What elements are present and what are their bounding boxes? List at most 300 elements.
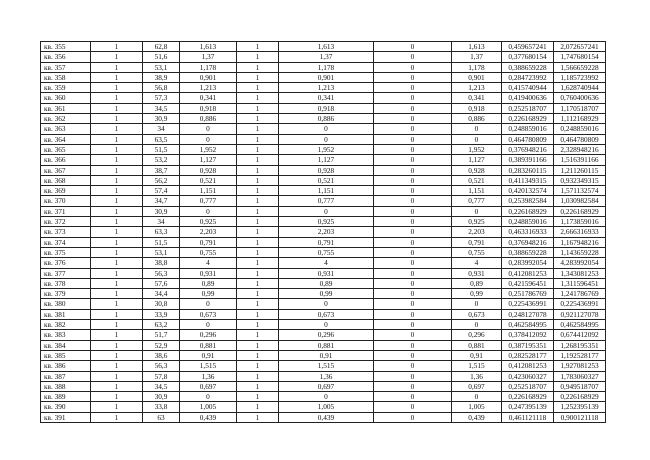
- cell-count: 1: [91, 392, 143, 402]
- table-row: [41, 175, 606, 185]
- cell-value-b: 1,178: [279, 62, 374, 72]
- cell-share: 0,378412092: [502, 330, 554, 340]
- cell-value-a: 0,697: [180, 381, 237, 391]
- table-row: [41, 124, 606, 134]
- cell-value-a: 1,005: [180, 402, 237, 412]
- table-row: [41, 299, 606, 309]
- cell-value-b: 0,928: [279, 165, 374, 175]
- cell-value-b: 0: [279, 124, 374, 134]
- cell-value-a: 0: [180, 392, 237, 402]
- cell-value-a: 0,439: [180, 412, 237, 422]
- cell-share: 0,376948216: [502, 144, 554, 154]
- cell-factor: 1: [237, 289, 279, 299]
- table-row: [41, 155, 606, 165]
- cell-value-c: 0,439: [452, 412, 502, 422]
- table-row: [41, 381, 606, 391]
- cell-value-c: 0,697: [452, 381, 502, 391]
- cell-value-a: 1,127: [180, 155, 237, 165]
- cell-value-a: 1,37: [180, 52, 237, 62]
- cell-zero-col: 0: [374, 392, 452, 402]
- cell-total: 1,143659228: [554, 247, 606, 257]
- cell-zero-col: 0: [374, 309, 452, 319]
- cell-value-b: 1,151: [279, 186, 374, 196]
- table-row: [41, 62, 606, 72]
- cell-area: 38,8: [143, 258, 180, 268]
- cell-value-c: 0,521: [452, 175, 502, 185]
- cell-share: 0,412081253: [502, 361, 554, 371]
- cell-count: 1: [91, 206, 143, 216]
- cell-area: 38,7: [143, 165, 180, 175]
- cell-share: 0,388659228: [502, 62, 554, 72]
- cell-value-c: 1,005: [452, 402, 502, 412]
- cell-value-b: 0: [279, 320, 374, 330]
- cell-apartment: кв. 387: [41, 371, 91, 381]
- cell-zero-col: 0: [374, 340, 452, 350]
- table-row: [41, 258, 606, 268]
- cell-value-b: 0,901: [279, 72, 374, 82]
- cell-count: 1: [91, 93, 143, 103]
- cell-value-a: 0: [180, 320, 237, 330]
- cell-value-b: 0,341: [279, 93, 374, 103]
- cell-zero-col: 0: [374, 361, 452, 371]
- cell-count: 1: [91, 268, 143, 278]
- cell-value-c: 0,901: [452, 72, 502, 82]
- cell-factor: 1: [237, 175, 279, 185]
- cell-count: 1: [91, 258, 143, 268]
- cell-total: 1,628740944: [554, 83, 606, 93]
- cell-total: 2,072657241: [554, 42, 606, 52]
- table-row: [41, 278, 606, 288]
- cell-share: 0,423060327: [502, 371, 554, 381]
- cell-total: 1,516391166: [554, 155, 606, 165]
- cell-apartment: кв. 381: [41, 309, 91, 319]
- cell-zero-col: 0: [374, 381, 452, 391]
- cell-factor: 1: [237, 62, 279, 72]
- cell-value-b: 0,673: [279, 309, 374, 319]
- cell-count: 1: [91, 320, 143, 330]
- cell-value-c: 0: [452, 392, 502, 402]
- cell-factor: 1: [237, 371, 279, 381]
- cell-share: 0,282528177: [502, 350, 554, 360]
- table-row: [41, 361, 606, 371]
- cell-value-c: 0,886: [452, 114, 502, 124]
- cell-count: 1: [91, 114, 143, 124]
- cell-zero-col: 0: [374, 165, 452, 175]
- cell-value-c: 0,91: [452, 350, 502, 360]
- cell-value-a: 0,918: [180, 103, 237, 113]
- cell-value-a: 1,178: [180, 62, 237, 72]
- cell-total: 0,226168929: [554, 392, 606, 402]
- cell-factor: 1: [237, 217, 279, 227]
- cell-zero-col: 0: [374, 186, 452, 196]
- cell-factor: 1: [237, 402, 279, 412]
- cell-zero-col: 0: [374, 330, 452, 340]
- cell-factor: 1: [237, 52, 279, 62]
- cell-apartment: кв. 365: [41, 144, 91, 154]
- cell-area: 51,5: [143, 237, 180, 247]
- cell-share: 0,226168929: [502, 114, 554, 124]
- cell-zero-col: 0: [374, 83, 452, 93]
- cell-total: 0,949518707: [554, 381, 606, 391]
- table-row: [41, 402, 606, 412]
- cell-share: 0,415740944: [502, 83, 554, 93]
- cell-zero-col: 0: [374, 124, 452, 134]
- cell-count: 1: [91, 371, 143, 381]
- cell-zero-col: 0: [374, 350, 452, 360]
- cell-count: 1: [91, 340, 143, 350]
- cell-zero-col: 0: [374, 62, 452, 72]
- cell-count: 1: [91, 83, 143, 93]
- table-row: [41, 330, 606, 340]
- cell-total: 0,225436991: [554, 299, 606, 309]
- cell-total: 1,252395139: [554, 402, 606, 412]
- cell-zero-col: 0: [374, 258, 452, 268]
- cell-factor: 1: [237, 392, 279, 402]
- cell-zero-col: 0: [374, 237, 452, 247]
- cell-apartment: кв. 391: [41, 412, 91, 422]
- cell-total: 1,566659228: [554, 62, 606, 72]
- cell-value-c: 0: [452, 124, 502, 134]
- cell-value-a: 1,36: [180, 371, 237, 381]
- cell-factor: 1: [237, 186, 279, 196]
- cell-value-a: 2,203: [180, 227, 237, 237]
- cell-area: 57,8: [143, 371, 180, 381]
- cell-value-a: 1,213: [180, 83, 237, 93]
- cell-share: 0,420132574: [502, 186, 554, 196]
- cell-total: 0,932349315: [554, 175, 606, 185]
- cell-count: 1: [91, 247, 143, 257]
- cell-total: 1,185723992: [554, 72, 606, 82]
- cell-value-c: 0,791: [452, 237, 502, 247]
- cell-zero-col: 0: [374, 175, 452, 185]
- cell-total: 1,241786769: [554, 289, 606, 299]
- cell-value-b: 0,925: [279, 217, 374, 227]
- cell-value-a: 0,341: [180, 93, 237, 103]
- cell-apartment: кв. 359: [41, 83, 91, 93]
- cell-factor: 1: [237, 114, 279, 124]
- cell-share: 0,388659228: [502, 247, 554, 257]
- cell-value-c: 0,881: [452, 340, 502, 350]
- cell-total: 0,464780809: [554, 134, 606, 144]
- cell-value-a: 0,777: [180, 196, 237, 206]
- cell-factor: 1: [237, 350, 279, 360]
- table-row: [41, 412, 606, 422]
- cell-total: 0,248859016: [554, 124, 606, 134]
- cell-area: 34,7: [143, 196, 180, 206]
- cell-apartment: кв. 363: [41, 124, 91, 134]
- cell-total: 0,674412092: [554, 330, 606, 340]
- cell-value-c: 1,36: [452, 371, 502, 381]
- cell-value-b: 0: [279, 392, 374, 402]
- cell-area: 62,8: [143, 42, 180, 52]
- table-row: [41, 320, 606, 330]
- cell-zero-col: 0: [374, 289, 452, 299]
- table-row: [41, 103, 606, 113]
- cell-factor: 1: [237, 83, 279, 93]
- cell-total: 1,211260115: [554, 165, 606, 175]
- cell-total: 0,226168929: [554, 206, 606, 216]
- cell-area: 52,9: [143, 340, 180, 350]
- cell-total: 1,170518707: [554, 103, 606, 113]
- cell-apartment: кв. 386: [41, 361, 91, 371]
- table-row: [41, 206, 606, 216]
- cell-value-c: 0,755: [452, 247, 502, 257]
- cell-value-b: 0: [279, 134, 374, 144]
- cell-count: 1: [91, 412, 143, 422]
- cell-value-c: 0,341: [452, 93, 502, 103]
- cell-zero-col: 0: [374, 402, 452, 412]
- cell-share: 0,464780809: [502, 134, 554, 144]
- cell-value-c: 0,673: [452, 309, 502, 319]
- cell-zero-col: 0: [374, 320, 452, 330]
- cell-share: 0,411349315: [502, 175, 554, 185]
- cell-count: 1: [91, 402, 143, 412]
- cell-value-b: 1,515: [279, 361, 374, 371]
- cell-value-b: 1,213: [279, 83, 374, 93]
- cell-apartment: кв. 362: [41, 114, 91, 124]
- table-row: [41, 340, 606, 350]
- cell-apartment: кв. 367: [41, 165, 91, 175]
- cell-value-b: 1,952: [279, 144, 374, 154]
- cell-zero-col: 0: [374, 412, 452, 422]
- cell-value-a: 0: [180, 299, 237, 309]
- table-row: [41, 186, 606, 196]
- table-row: [41, 72, 606, 82]
- cell-value-b: 0,521: [279, 175, 374, 185]
- cell-value-b: 1,005: [279, 402, 374, 412]
- cell-factor: 1: [237, 134, 279, 144]
- cell-apartment: кв. 366: [41, 155, 91, 165]
- cell-share: 0,247395139: [502, 402, 554, 412]
- cell-share: 0,251786769: [502, 289, 554, 299]
- cell-total: 1,343081253: [554, 268, 606, 278]
- cell-count: 1: [91, 227, 143, 237]
- table-row: [41, 309, 606, 319]
- table-row: [41, 227, 606, 237]
- cell-value-c: 0: [452, 320, 502, 330]
- cell-value-c: 4: [452, 258, 502, 268]
- cell-total: 1,030982584: [554, 196, 606, 206]
- cell-total: 0,900121118: [554, 412, 606, 422]
- cell-apartment: кв. 358: [41, 72, 91, 82]
- cell-total: 1,112168929: [554, 114, 606, 124]
- cell-apartment: кв. 368: [41, 175, 91, 185]
- cell-area: 63,2: [143, 320, 180, 330]
- cell-share: 0,376948216: [502, 237, 554, 247]
- cell-share: 0,463316933: [502, 227, 554, 237]
- cell-value-c: 0: [452, 299, 502, 309]
- cell-share: 0,377680154: [502, 52, 554, 62]
- cell-area: 57,6: [143, 278, 180, 288]
- cell-count: 1: [91, 299, 143, 309]
- cell-count: 1: [91, 155, 143, 165]
- cell-area: 38,9: [143, 72, 180, 82]
- cell-apartment: кв. 374: [41, 237, 91, 247]
- cell-apartment: кв. 384: [41, 340, 91, 350]
- cell-factor: 1: [237, 196, 279, 206]
- cell-count: 1: [91, 175, 143, 185]
- cell-count: 1: [91, 144, 143, 154]
- cell-factor: 1: [237, 340, 279, 350]
- table-row: [41, 144, 606, 154]
- table-row: [41, 196, 606, 206]
- cell-area: 63,5: [143, 134, 180, 144]
- cell-count: 1: [91, 124, 143, 134]
- cell-share: 0,284723992: [502, 72, 554, 82]
- cell-share: 0,225436991: [502, 299, 554, 309]
- cell-value-b: 0: [279, 206, 374, 216]
- cell-share: 0,283260115: [502, 165, 554, 175]
- cell-apartment: кв. 357: [41, 62, 91, 72]
- cell-count: 1: [91, 381, 143, 391]
- cell-factor: 1: [237, 361, 279, 371]
- cell-value-a: 0,755: [180, 247, 237, 257]
- cell-share: 0,283992054: [502, 258, 554, 268]
- cell-total: 4,283992054: [554, 258, 606, 268]
- cell-value-b: 0,755: [279, 247, 374, 257]
- cell-apartment: кв. 360: [41, 93, 91, 103]
- cell-apartment: кв. 377: [41, 268, 91, 278]
- cell-area: 63: [143, 412, 180, 422]
- cell-value-c: 1,213: [452, 83, 502, 93]
- cell-area: 56,3: [143, 268, 180, 278]
- cell-value-b: 1,37: [279, 52, 374, 62]
- cell-apartment: кв. 364: [41, 134, 91, 144]
- table-body: [41, 42, 606, 423]
- cell-value-c: 0,777: [452, 196, 502, 206]
- cell-count: 1: [91, 350, 143, 360]
- cell-value-a: 4: [180, 258, 237, 268]
- cell-apartment: кв. 382: [41, 320, 91, 330]
- cell-apartment: кв. 385: [41, 350, 91, 360]
- cell-value-c: 0,928: [452, 165, 502, 175]
- cell-total: 1,192528177: [554, 350, 606, 360]
- cell-area: 51,6: [143, 52, 180, 62]
- cell-value-b: 0,296: [279, 330, 374, 340]
- cell-area: 30,9: [143, 392, 180, 402]
- cell-zero-col: 0: [374, 196, 452, 206]
- cell-value-b: 2,203: [279, 227, 374, 237]
- cell-value-c: 1,37: [452, 52, 502, 62]
- cell-factor: 1: [237, 330, 279, 340]
- cell-apartment: кв. 373: [41, 227, 91, 237]
- cell-zero-col: 0: [374, 103, 452, 113]
- cell-apartment: кв. 372: [41, 217, 91, 227]
- cell-total: 2,666316933: [554, 227, 606, 237]
- cell-apartment: кв. 390: [41, 402, 91, 412]
- cell-area: 34: [143, 217, 180, 227]
- cell-value-b: 0,89: [279, 278, 374, 288]
- table-row: [41, 42, 606, 52]
- table-row: [41, 217, 606, 227]
- cell-value-c: 0,89: [452, 278, 502, 288]
- cell-zero-col: 0: [374, 144, 452, 154]
- cell-share: 0,387195351: [502, 340, 554, 350]
- table-row: [41, 165, 606, 175]
- cell-factor: 1: [237, 144, 279, 154]
- table-row: [41, 134, 606, 144]
- cell-share: 0,226168929: [502, 392, 554, 402]
- cell-zero-col: 0: [374, 247, 452, 257]
- cell-value-a: 0,901: [180, 72, 237, 82]
- cell-area: 53,1: [143, 62, 180, 72]
- table-row: [41, 268, 606, 278]
- cell-zero-col: 0: [374, 134, 452, 144]
- cell-value-a: 0,928: [180, 165, 237, 175]
- cell-value-c: 0,99: [452, 289, 502, 299]
- apartment-data-table: [40, 41, 606, 423]
- cell-value-b: 0,697: [279, 381, 374, 391]
- cell-total: 2,328948216: [554, 144, 606, 154]
- cell-total: 1,783060327: [554, 371, 606, 381]
- cell-value-b: 1,127: [279, 155, 374, 165]
- cell-area: 38,6: [143, 350, 180, 360]
- cell-value-c: 0,931: [452, 268, 502, 278]
- cell-count: 1: [91, 72, 143, 82]
- cell-factor: 1: [237, 299, 279, 309]
- cell-area: 56,3: [143, 361, 180, 371]
- table-row: [41, 93, 606, 103]
- cell-value-a: 0,886: [180, 114, 237, 124]
- cell-value-a: 1,952: [180, 144, 237, 154]
- cell-count: 1: [91, 217, 143, 227]
- cell-count: 1: [91, 278, 143, 288]
- cell-apartment: кв. 355: [41, 42, 91, 52]
- cell-factor: 1: [237, 268, 279, 278]
- cell-apartment: кв. 356: [41, 52, 91, 62]
- cell-count: 1: [91, 196, 143, 206]
- cell-factor: 1: [237, 237, 279, 247]
- cell-count: 1: [91, 134, 143, 144]
- cell-total: 1,747680154: [554, 52, 606, 62]
- cell-area: 33,8: [143, 402, 180, 412]
- cell-total: 1,173859016: [554, 217, 606, 227]
- cell-apartment: кв. 375: [41, 247, 91, 257]
- cell-share: 0,252518707: [502, 103, 554, 113]
- cell-apartment: кв. 361: [41, 103, 91, 113]
- cell-value-b: 0,931: [279, 268, 374, 278]
- cell-value-a: 1,515: [180, 361, 237, 371]
- cell-zero-col: 0: [374, 268, 452, 278]
- cell-zero-col: 0: [374, 278, 452, 288]
- cell-count: 1: [91, 289, 143, 299]
- cell-value-a: 1,151: [180, 186, 237, 196]
- cell-zero-col: 0: [374, 217, 452, 227]
- cell-zero-col: 0: [374, 227, 452, 237]
- table-row: [41, 237, 606, 247]
- cell-total: 1,268195351: [554, 340, 606, 350]
- cell-value-c: 1,515: [452, 361, 502, 371]
- cell-area: 57,4: [143, 186, 180, 196]
- cell-factor: 1: [237, 320, 279, 330]
- cell-area: 34,5: [143, 381, 180, 391]
- cell-apartment: кв. 383: [41, 330, 91, 340]
- cell-zero-col: 0: [374, 155, 452, 165]
- cell-value-c: 2,203: [452, 227, 502, 237]
- table-row: [41, 289, 606, 299]
- cell-value-c: 0,925: [452, 217, 502, 227]
- cell-apartment: кв. 380: [41, 299, 91, 309]
- table-row: [41, 247, 606, 257]
- cell-share: 0,421596451: [502, 278, 554, 288]
- cell-share: 0,248859016: [502, 217, 554, 227]
- cell-share: 0,248127078: [502, 309, 554, 319]
- cell-total: 1,571132574: [554, 186, 606, 196]
- cell-value-a: 0: [180, 134, 237, 144]
- cell-factor: 1: [237, 93, 279, 103]
- cell-count: 1: [91, 52, 143, 62]
- cell-value-b: 0,791: [279, 237, 374, 247]
